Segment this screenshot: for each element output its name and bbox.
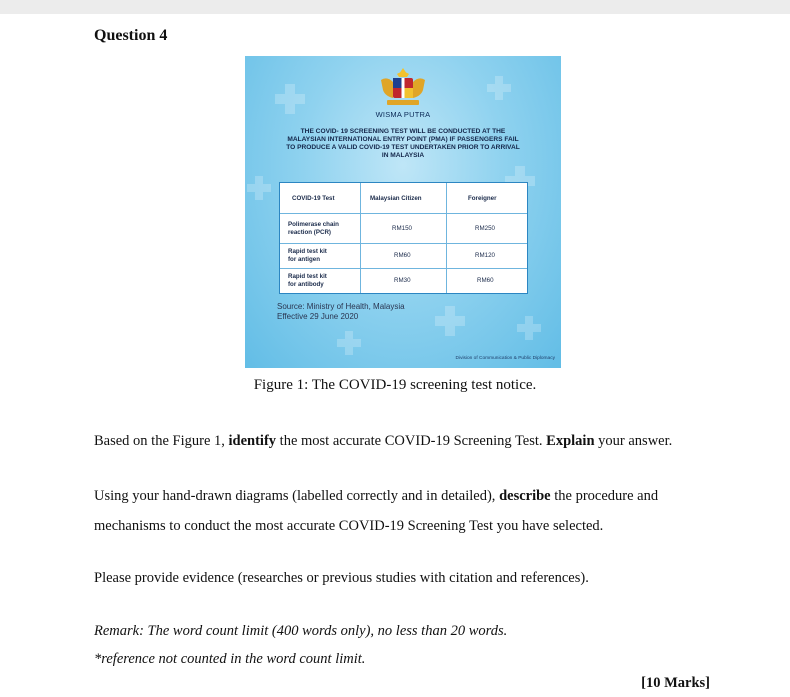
question-paragraph-evidence: Please provide evidence (researches or previous studies with citation and references). bbox=[94, 570, 589, 586]
foreigner-price: RM60 bbox=[477, 277, 494, 284]
test-name-line1: Rapid test kit bbox=[288, 273, 327, 280]
poster-header: WISMA PUTRA bbox=[375, 110, 431, 119]
table-divider bbox=[280, 268, 527, 269]
test-name-line1: Polimerase chain bbox=[288, 221, 339, 228]
figure-caption: Figure 1: The COVID-19 screening test notice. bbox=[253, 377, 537, 393]
question-title: Question 4 bbox=[94, 27, 168, 44]
test-name-line2: reaction (PCR) bbox=[288, 229, 331, 236]
remark-line: Remark: The word count limit (400 words only), no less than 20 words. bbox=[94, 623, 508, 639]
text: Based on the Figure 1, bbox=[94, 433, 229, 449]
header-foreigner: Foreigner bbox=[468, 195, 497, 202]
test-name-line1: Rapid test kit bbox=[288, 248, 327, 255]
top-bar bbox=[0, 0, 790, 14]
source-line: Source: Ministry of Health, Malaysia bbox=[277, 302, 405, 311]
table-divider bbox=[280, 243, 527, 244]
test-name-line2: for antibody bbox=[288, 281, 324, 288]
keyword-identify: identify bbox=[228, 433, 277, 449]
table-divider bbox=[280, 213, 527, 214]
keyword-describe: describe bbox=[499, 488, 551, 504]
keyword-explain: Explain bbox=[546, 433, 595, 449]
covid-notice-figure bbox=[245, 56, 561, 368]
table-divider bbox=[360, 183, 361, 293]
header-citizen: Malaysian Citizen bbox=[370, 195, 422, 202]
reference-note: *reference not counted in the word count limit. bbox=[94, 651, 366, 667]
poster-source bbox=[277, 302, 405, 322]
coat-of-arms-icon bbox=[373, 66, 433, 108]
citizen-price: RM60 bbox=[394, 252, 411, 259]
foreigner-price: RM250 bbox=[475, 225, 495, 232]
citizen-price: RM150 bbox=[392, 225, 412, 232]
marks-label: [10 Marks] bbox=[641, 675, 710, 691]
text: the procedure and mechanisms to conduct the most accurate COVID-19 Screening Test you have selected. bbox=[94, 488, 659, 534]
header-test: COVID-19 Test bbox=[292, 195, 335, 202]
text: the most accurate COVID-19 Screening Test. bbox=[276, 433, 547, 449]
text: Using your hand-drawn diagrams (labelled correctly and in detailed), bbox=[94, 488, 500, 504]
price-table bbox=[279, 182, 528, 294]
table-divider bbox=[446, 183, 447, 293]
remark-block bbox=[94, 617, 724, 673]
question-paragraph-describe bbox=[94, 481, 724, 541]
text: your answer. bbox=[594, 433, 673, 449]
test-name-line2: for antigen bbox=[288, 256, 320, 263]
citizen-price: RM30 bbox=[394, 277, 411, 284]
question-paragraph-identify bbox=[94, 426, 724, 456]
poster-notice: THE COVID- 19 SCREENING TEST WILL BE CONDUCTED AT THE MALAYSIAN INTERNATIONAL ENTRY POINT (PMA) IF PASSENGERS FAIL TO PRODUCE A VALID COVID-19 TEST UNDERTAKEN PRIOR TO ARRIVAL IN MALAYSIA bbox=[286, 128, 520, 159]
division-credit: Division of Communication & Public Diplomacy bbox=[455, 356, 555, 361]
foreigner-price: RM120 bbox=[475, 252, 495, 259]
effective-date: Effective 29 June 2020 bbox=[277, 312, 359, 321]
